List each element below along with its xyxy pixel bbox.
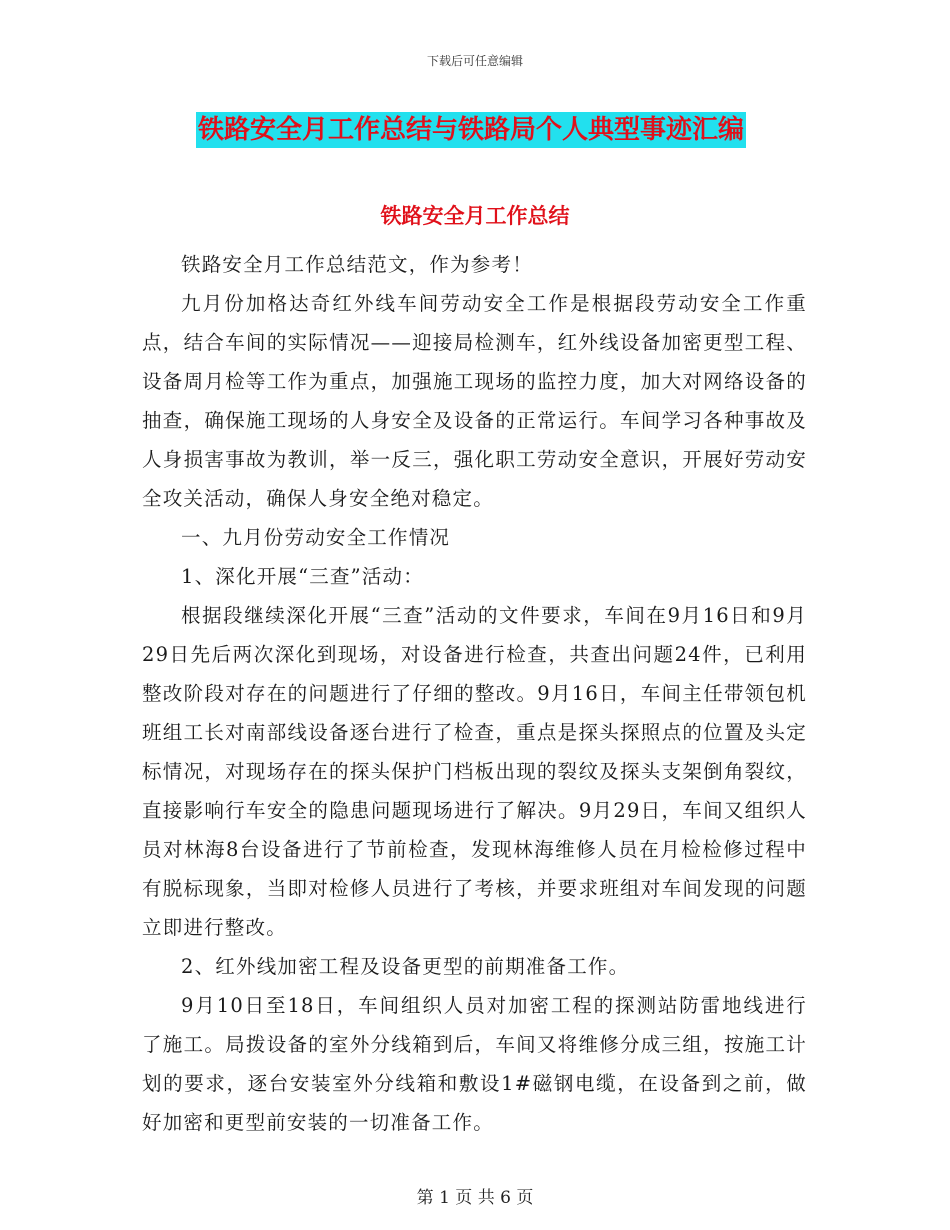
subsection-heading-2: 2、红外线加密工程及设备更型的前期准备工作。 (181, 955, 630, 978)
paragraph-intro: 铁路安全月工作总结范文，作为参考！ (181, 253, 533, 276)
paragraph-inspection: 根据段继续深化开展“三查”活动的文件要求，车间在9月16日和9月29日先后两次深化到现场，对设备进行检查，共查出问题24件，已利用整改阶段对存在的问题进行了仔细的整改。9月16日，车间主任带领包机班组工长对南部线设备逐台进行了检查，重点是探头探照点的位置及头定标情况，对现场存在的探头保护门档板出现的裂纹及探头支架倒角裂纹，直接影响行车安全的隐患问题现场进行了解决。9月29日，车间又组织人员对林海8台设备进行了节前检查，发现林海维修人员在月检检修过程中有脱标现象，当即对检修人员进行了考核，并要求班组对车间发现的问题立即进行整改。 (142, 604, 807, 939)
header-note: 下载后可任意编辑 (426, 54, 523, 68)
subsection-heading-1: 1、深化开展“三查”活动： (181, 565, 424, 588)
page-indicator: 第 1 页 共 6 页 (416, 1188, 534, 1208)
main-title-wrap (0, 112, 950, 148)
section-heading-1: 一、九月份劳动安全工作情况 (181, 526, 451, 549)
sub-title: 铁路安全月工作总结 (380, 204, 570, 228)
paragraph-preparation: 9月10日至18日，车间组织人员对加密工程的探测站防雷地线进行了施工。局拨设备的室外分线箱到后，车间又将维修分成三组，按施工计划的要求，逐台安装室外分线箱和敷设1#磁钢电缆，在设备到之前，做好加密和更型前安装的一切准备工作。 (142, 994, 807, 1134)
document-body (142, 245, 807, 1142)
paragraph-overview: 九月份加格达奇红外线车间劳动安全工作是根据段劳动安全工作重点，结合车间的实际情况——迎接局检测车，红外线设备加密更型工程、设备周月检等工作为重点，加强施工现场的监控力度，加大对网络设备的抽查，确保施工现场的人身安全及设备的正常运行。车间学习各种事故及人身损害事故为教训，举一反三，强化职工劳动安全意识，开展好劳动安全攻关活动，确保人身安全绝对稳定。 (142, 292, 807, 510)
main-title: 铁路安全月工作总结与铁路局个人典型事迹汇编 (196, 112, 746, 148)
